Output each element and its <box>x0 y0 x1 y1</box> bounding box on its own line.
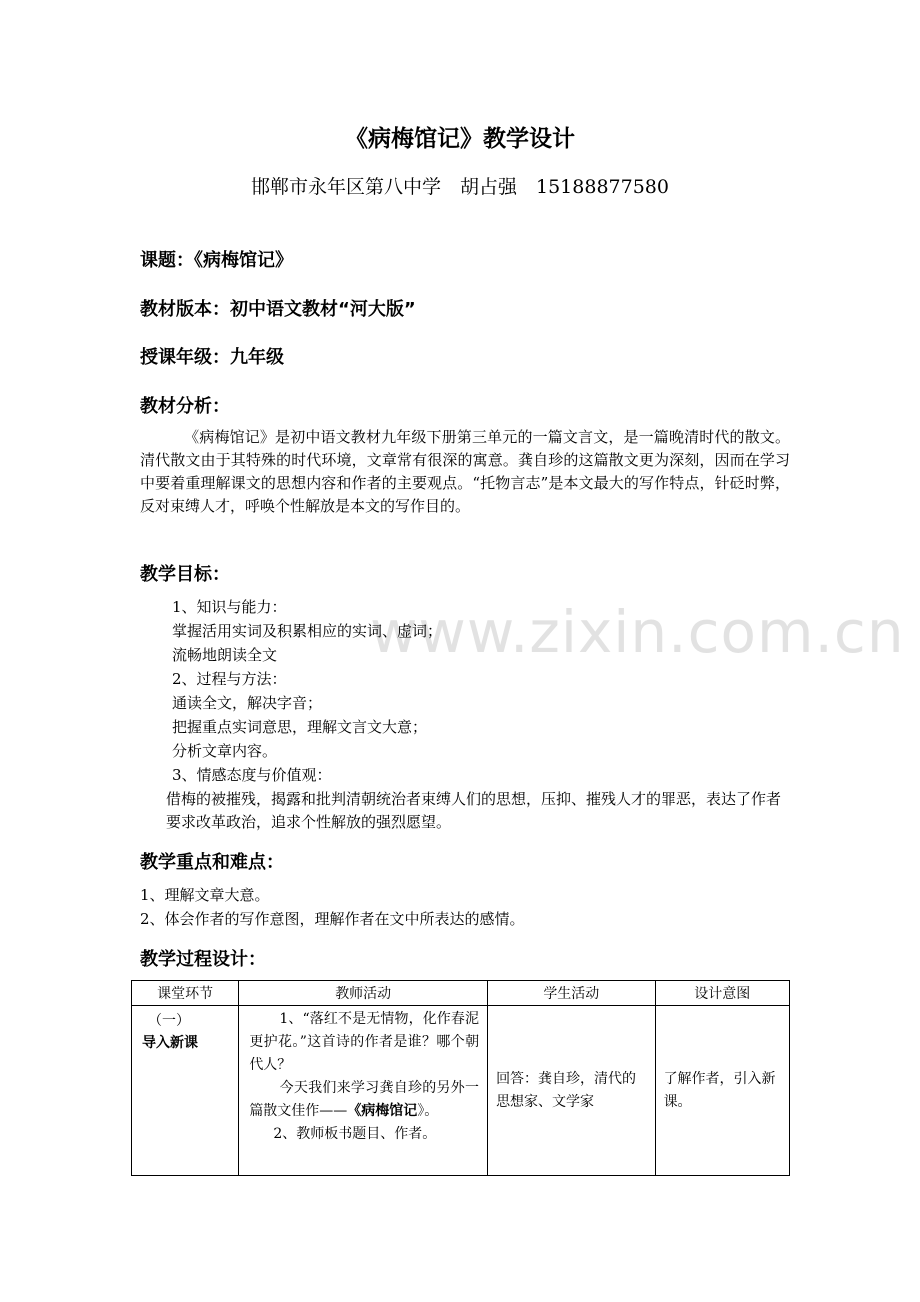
objective-line: 把握重点实词意思，理解文言文大意； <box>172 718 428 736</box>
process-heading: 教学过程设计： <box>140 949 266 970</box>
objective-line: 借梅的被摧残，揭露和批判清朝统治者束缚人们的思想，压抑、摧残人才的罪恶，表达了作者要求改革政治，追求个性解放的强烈愿望。 <box>166 790 782 831</box>
objective-line: 流畅地朗读全文 <box>172 646 278 664</box>
grade-label: 授课年级： <box>140 347 230 368</box>
edition-label: 教材版本： <box>140 299 230 320</box>
teacher-activity-text: 1、“落红不是无情物，化作春泥更护花。”这首诗的作者是谁？哪个朝代人？ <box>249 1011 480 1073</box>
stage-cell <box>132 1006 239 1176</box>
objective-line: 分析文章内容。 <box>172 742 278 760</box>
grade-value: 九年级 <box>230 347 284 368</box>
teacher-activity-text: 今天我们来学习龚自珍的另外一篇散文佳作—— <box>249 1080 480 1119</box>
analysis-paragraph <box>140 426 790 518</box>
stage-name: 导入新课 <box>142 1035 198 1051</box>
key-points-heading: 教学重点和难点： <box>140 852 284 873</box>
analysis-heading: 教材分析： <box>140 396 230 417</box>
objective-line: 2、过程与方法： <box>172 670 287 688</box>
author-line: 邯郸市永年区第八中学 胡占强 15188877580 <box>251 176 669 198</box>
watermark: www.zixin.com.cn <box>370 598 905 666</box>
edition-field <box>140 295 416 321</box>
column-header-stage: 课堂环节 <box>132 981 239 1006</box>
document-title: 《病梅馆记》教学设计 <box>345 126 575 152</box>
edition-value: 初中语文教材“河大版” <box>230 299 416 320</box>
teacher-activity-text: 》。 <box>417 1103 439 1119</box>
column-header-student: 学生活动 <box>488 981 656 1006</box>
teacher-activity-text: 2、教师板书题目、作者。 <box>273 1126 437 1142</box>
teacher-activity-bold: 《病梅馆记 <box>347 1103 418 1119</box>
topic-label: 课题： <box>140 250 194 271</box>
teacher-activity-p1 <box>249 1008 479 1077</box>
column-header-intent: 设计意图 <box>655 981 789 1006</box>
student-activity-cell: 回答：龚自珍，清代的思想家、文学家 <box>488 1006 656 1176</box>
teacher-activity-p3 <box>249 1123 479 1146</box>
key-point-item: 2、体会作者的写作意图，理解作者在文中所表达的感情。 <box>140 910 525 928</box>
key-point-item: 1、理解文章大意。 <box>140 886 270 904</box>
objective-line: 3、情感态度与价值观： <box>172 766 332 784</box>
teacher-activity-p2 <box>249 1077 479 1123</box>
table-row <box>132 1006 790 1176</box>
topic-value: 《病梅馆记》 <box>194 250 293 271</box>
topic-field <box>140 246 293 272</box>
process-table <box>131 980 790 1176</box>
teacher-activity-cell <box>239 1006 488 1176</box>
analysis-text: 《病梅馆记》是初中语文教材九年级下册第三单元的一篇文言文，是一篇晚清时代的散文。清代散文由于其特殊的时代环境，文章常有很深的寓意。龚自珍的这篇散文更为深刻，因而在学习中要着重理解课文的思想内容和作者的主要观点。“托物言志”是本文最大的写作特点，针砭时弊，反对束缚人才，呼唤个性解放是本文的写作目的。 <box>140 428 790 515</box>
objective-line: 通读全文，解决字音； <box>172 694 323 712</box>
objective-line: 掌握活用实词及积累相应的实词、虚词； <box>172 622 443 640</box>
grade-field <box>140 343 284 369</box>
objectives-heading: 教学目标： <box>140 564 230 585</box>
stage-number: （一） <box>148 1013 190 1029</box>
design-intent-cell: 了解作者，引入新课。 <box>655 1006 789 1176</box>
table-header-row <box>132 981 790 1006</box>
column-header-teacher: 教师活动 <box>239 981 488 1006</box>
objective-line: 1、知识与能力： <box>172 598 287 616</box>
